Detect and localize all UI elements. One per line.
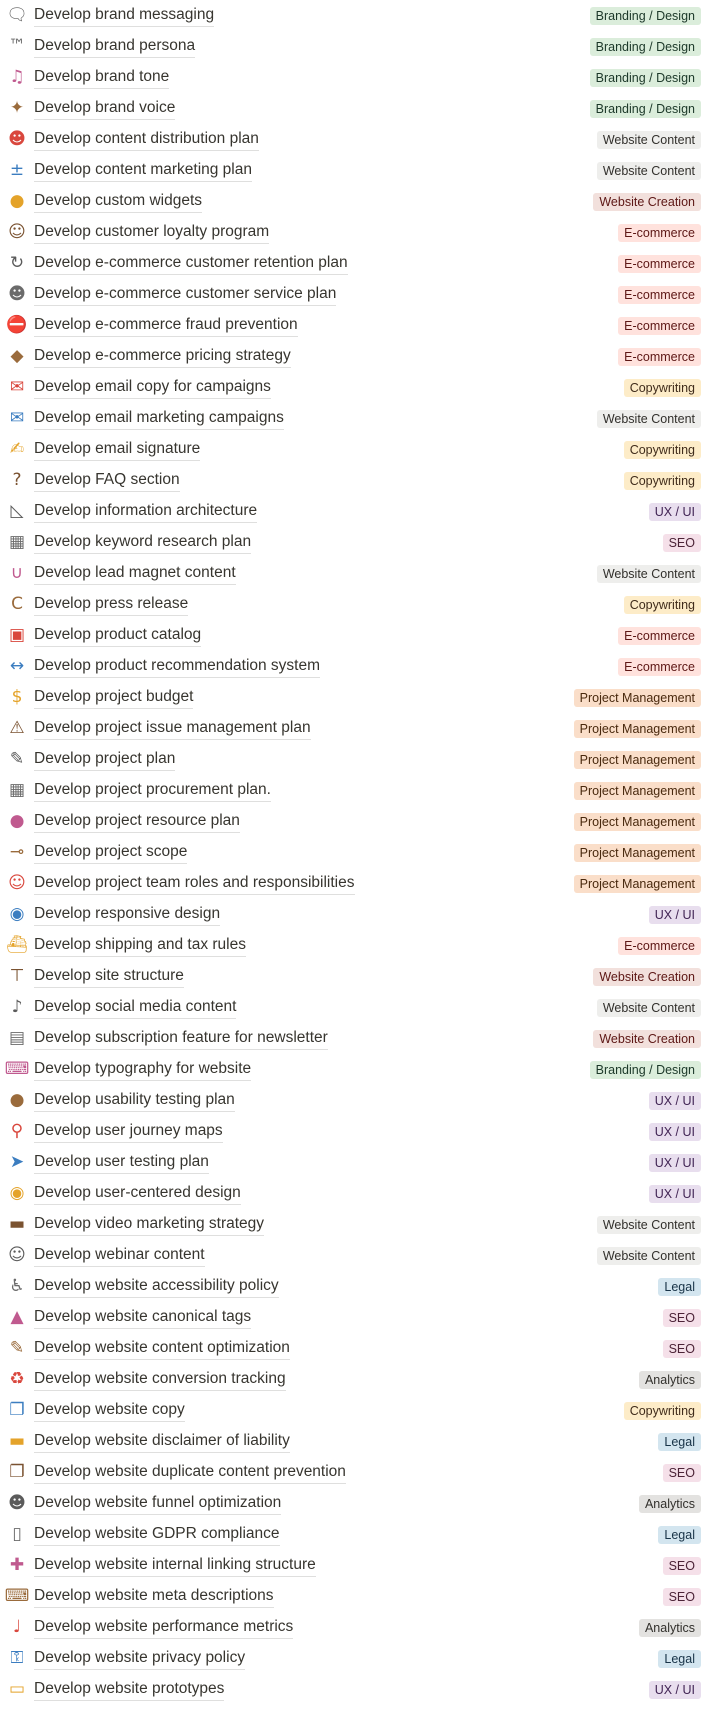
list-item[interactable] [0,372,707,403]
item-title[interactable]: Develop keyword research plan [34,532,251,554]
category-tag: Project Management [574,751,701,769]
trademark-icon: ™ [8,36,26,56]
item-title[interactable]: Develop information architecture [34,501,257,523]
music-note-icon: ♫ [9,67,25,87]
category-tag: Project Management [574,844,701,862]
list-item[interactable] [0,1395,707,1426]
category-tag: Website Content [597,131,701,149]
item-title[interactable]: Develop website funnel optimization [34,1493,281,1515]
video-camera-icon: ▬ [8,1214,26,1234]
item-title[interactable]: Develop user testing plan [34,1152,209,1174]
category-tag: Legal [658,1433,701,1451]
warning-icon: ⚠ [9,718,25,738]
list-item[interactable] [0,279,707,310]
item-title[interactable]: Develop lead magnet content [34,563,236,585]
category-tag: Branding / Design [590,1061,701,1079]
item-title[interactable]: Develop brand tone [34,67,169,89]
keyboard-icon: ⌨ [4,1586,30,1606]
item-title[interactable]: Develop website privacy policy [34,1648,245,1670]
category-tag: E-commerce [618,317,701,335]
item-title[interactable]: Develop project resource plan [34,811,240,833]
item-title[interactable]: Develop website duplicate content prevention [34,1462,346,1484]
ship-icon: ⛴ [6,935,28,955]
list-item[interactable] [0,1519,707,1550]
category-tag: UX / UI [649,1092,701,1110]
support-agent-icon: ☻ [8,284,26,304]
list-item[interactable] [0,558,707,589]
list-item[interactable] [0,1426,707,1457]
list-item[interactable] [0,248,707,279]
item-title[interactable]: Develop product recommendation system [34,656,320,678]
category-tag: Copywriting [624,379,701,397]
list-item[interactable] [0,0,707,31]
category-tag: Copywriting [624,472,701,490]
list-item[interactable] [0,1023,707,1054]
list-item[interactable] [0,341,707,372]
item-title[interactable]: Develop press release [34,594,188,616]
category-tag: E-commerce [618,348,701,366]
category-tag: Website Creation [593,1030,701,1048]
category-tag: Copywriting [624,441,701,459]
item-title[interactable]: Develop shipping and tax rules [34,935,246,957]
item-title[interactable]: Develop project team roles and responsibilities [34,873,355,895]
list-item[interactable] [0,1674,707,1705]
list-item[interactable] [0,1581,707,1612]
spiral-calendar-icon: ▦ [8,532,26,552]
clamp-icon: C [11,594,23,614]
category-tag: Project Management [574,782,701,800]
magnet-icon: ∪ [10,563,24,583]
item-title[interactable]: Develop website GDPR compliance [34,1524,280,1546]
list-item[interactable] [0,651,707,682]
math-symbols-icon: ± [9,160,25,180]
metronome-icon: ♩ [12,1617,22,1637]
category-tag: Copywriting [624,596,701,614]
category-tag: Legal [658,1526,701,1544]
category-tag: SEO [663,1340,701,1358]
category-tag: E-commerce [618,627,701,645]
volcano-icon: ▲ [10,1307,24,1327]
list-item[interactable] [0,124,707,155]
category-tag: Website Content [597,565,701,583]
item-title[interactable]: Develop custom widgets [34,191,202,213]
list-item[interactable] [0,1054,707,1085]
category-tag: UX / UI [649,1123,701,1141]
list-item[interactable] [0,1643,707,1674]
category-tag: UX / UI [649,1185,701,1203]
list-item[interactable] [0,93,707,124]
user-icon: ● [9,1090,25,1110]
left-right-arrow-icon: ↔ [9,656,25,676]
calendar-icon: ▦ [8,780,26,800]
list-item[interactable] [0,1209,707,1240]
list-item[interactable] [0,186,707,217]
list-item[interactable] [0,31,707,62]
item-title[interactable]: Develop user journey maps [34,1121,223,1143]
item-title[interactable]: Develop site structure [34,966,184,988]
category-tag: SEO [663,1588,701,1606]
list-item[interactable] [0,1116,707,1147]
list-item[interactable] [0,1178,707,1209]
category-tag: Legal [658,1278,701,1296]
placard-icon: ▭ [8,1679,26,1699]
card-file-box-icon: ▣ [8,625,26,645]
list-item[interactable] [0,155,707,186]
item-title[interactable]: Develop email marketing campaigns [34,408,284,430]
item-title[interactable]: Develop project procurement plan. [34,780,271,802]
full-moon-icon: ● [9,811,25,831]
puzzle-piece-icon: ✚ [9,1555,25,1575]
list-item[interactable] [0,465,707,496]
list-item[interactable] [0,961,707,992]
category-tag: Website Content [597,1216,701,1234]
list-item[interactable] [0,1085,707,1116]
category-tag: Website Content [597,999,701,1017]
item-title[interactable]: Develop website accessibility policy [34,1276,279,1298]
list-item[interactable] [0,713,707,744]
item-title[interactable]: Develop e-commerce pricing strategy [34,346,291,368]
list-item[interactable] [0,496,707,527]
item-title[interactable]: Develop website internal linking structure [34,1555,316,1577]
item-title[interactable]: Develop subscription feature for newsletter [34,1028,328,1050]
incoming-envelope-icon: ✉ [9,377,25,397]
person-at-laptop-icon: ☻ [8,129,26,149]
accessibility-icon: ♿ [9,1276,25,1296]
category-tag: Website Content [597,410,701,428]
item-title[interactable]: Develop project issue management plan [34,718,311,740]
item-title[interactable]: Develop e-commerce customer service plan [34,284,336,306]
category-tag: Branding / Design [590,69,701,87]
item-title[interactable]: Develop website copy [34,1400,185,1422]
category-tag: SEO [663,1464,701,1482]
list-item[interactable] [0,682,707,713]
newspaper-icon: ▤ [8,1028,26,1048]
item-title[interactable]: Develop email copy for campaigns [34,377,271,399]
smiling-face-icon: ☺ [8,1245,26,1265]
item-title[interactable]: Develop content distribution plan [34,129,259,151]
list-item[interactable] [0,217,707,248]
category-tag: E-commerce [618,255,701,273]
artist-palette-icon: ◉ [9,904,25,924]
list-item[interactable] [0,775,707,806]
list-item[interactable] [0,1488,707,1519]
telescope-icon: ⊸ [9,842,25,862]
item-title[interactable]: Develop website canonical tags [34,1307,251,1329]
memo-icon: ✎ [9,1338,25,1358]
item-title[interactable]: Develop website content optimization [34,1338,290,1360]
item-title[interactable]: Develop project plan [34,749,175,771]
item-title[interactable]: Develop FAQ section [34,470,180,492]
category-tag: Legal [658,1650,701,1668]
category-tag: UX / UI [649,503,701,521]
palette-icon: ◉ [9,1183,25,1203]
category-tag: Website Creation [593,968,701,986]
category-tag: E-commerce [618,658,701,676]
technologist-icon: ☻ [8,1493,26,1513]
item-title[interactable]: Develop brand persona [34,36,195,58]
category-tag: Website Content [597,1247,701,1265]
keyboard-icon: ⌨ [4,1059,30,1079]
category-tag: SEO [663,1309,701,1327]
category-tag: Website Creation [593,193,701,211]
list-item[interactable] [0,310,707,341]
category-tag: Branding / Design [590,100,701,118]
paper-plane-icon: ➤ [9,1152,25,1172]
megaphone-icon: ✦ [9,98,25,118]
writing-hand-icon: ✍ [9,439,25,459]
duplicate-pages-icon: ❐ [9,1462,25,1482]
list-item[interactable] [0,744,707,775]
category-tag: Branding / Design [590,7,701,25]
item-title[interactable]: Develop product catalog [34,625,201,647]
category-tag: Analytics [639,1619,701,1637]
list-item[interactable] [0,62,707,93]
item-title[interactable]: Develop usability testing plan [34,1090,235,1112]
category-tag: SEO [663,1557,701,1575]
category-tag: UX / UI [649,1681,701,1699]
list-item[interactable] [0,868,707,899]
list-item[interactable] [0,527,707,558]
money-bag-icon: $ [11,687,23,707]
item-title[interactable]: Develop user-centered design [34,1183,241,1205]
category-tag: Analytics [639,1495,701,1513]
item-title[interactable]: Develop project budget [34,687,193,709]
list-item[interactable] [0,1550,707,1581]
recycle-icon: ♻ [9,1369,25,1389]
category-tag: Branding / Design [590,38,701,56]
lock-with-key-icon: ⚿ [10,1648,24,1668]
category-tag: Project Management [574,813,701,831]
triangular-ruler-icon: ◺ [10,501,24,521]
item-title[interactable]: Develop brand messaging [34,5,214,27]
category-tag: E-commerce [618,286,701,304]
list-item[interactable] [0,620,707,651]
scroll-icon: ▯ [12,1524,22,1544]
list-item[interactable] [0,403,707,434]
item-title[interactable]: Develop social media content [34,997,236,1019]
item-title[interactable]: Develop brand voice [34,98,175,120]
list-item[interactable] [0,899,707,930]
category-tag: Project Management [574,689,701,707]
category-tag: Project Management [574,875,701,893]
speech-bubble-icon: 🗨 [6,5,28,25]
busts-icon: ☺ [8,873,26,893]
item-title[interactable]: Develop responsive design [34,904,220,926]
category-tag: E-commerce [618,937,701,955]
list-item[interactable] [0,434,707,465]
category-tag: Analytics [639,1371,701,1389]
item-title[interactable]: Develop webinar content [34,1245,205,1267]
list-item[interactable] [0,1240,707,1271]
question-mark-icon: ? [12,470,22,490]
map-pin-icon: ⚲ [10,1121,24,1141]
edit-icon: ✎ [9,749,25,769]
construction-crane-icon: ⊤ [9,966,25,986]
category-tag: Project Management [574,720,701,738]
item-title[interactable]: Develop project scope [34,842,187,864]
list-item[interactable] [0,992,707,1023]
category-tag: Copywriting [624,1402,701,1420]
no-entry-icon: ⛔ [6,315,28,335]
category-tag: UX / UI [649,1154,701,1172]
item-title[interactable]: Develop website conversion tracking [34,1369,286,1391]
list-item[interactable] [0,1457,707,1488]
category-tag: Website Content [597,162,701,180]
item-title[interactable]: Develop website prototypes [34,1679,224,1701]
list-item[interactable] [0,1612,707,1643]
list-item[interactable] [0,930,707,961]
clipboard-copy-icon: ❐ [9,1400,25,1420]
category-tag: UX / UI [649,906,701,924]
item-title[interactable]: Develop e-commerce customer retention plan [34,253,348,275]
microphone-icon: ♪ [11,997,23,1017]
item-title[interactable]: Develop video marketing strategy [34,1214,264,1236]
item-title[interactable]: Develop website meta descriptions [34,1586,274,1608]
list-item[interactable] [0,589,707,620]
item-title[interactable]: Develop website disclaimer of liability [34,1431,290,1453]
item-title[interactable]: Develop website performance metrics [34,1617,293,1639]
envelope-icon: ✉ [9,408,25,428]
list-item[interactable] [0,1147,707,1178]
list-item[interactable] [0,1364,707,1395]
item-title[interactable]: Develop content marketing plan [34,160,252,182]
mushroom-icon: ● [9,191,25,211]
category-tag: SEO [663,534,701,552]
person-icon: ☺ [8,222,26,242]
price-tag-icon: ◆ [10,346,24,366]
list-item[interactable] [0,806,707,837]
category-tag: E-commerce [618,224,701,242]
retry-arrow-icon: ↻ [9,253,25,273]
construction-barrier-icon: ▬ [8,1431,26,1451]
item-title[interactable]: Develop e-commerce fraud prevention [34,315,298,337]
item-title[interactable]: Develop typography for website [34,1059,251,1081]
list-item[interactable] [0,1333,707,1364]
item-title[interactable]: Develop email signature [34,439,200,461]
item-title[interactable]: Develop customer loyalty program [34,222,269,244]
list-item[interactable] [0,837,707,868]
list-item[interactable] [0,1271,707,1302]
list-item[interactable] [0,1302,707,1333]
